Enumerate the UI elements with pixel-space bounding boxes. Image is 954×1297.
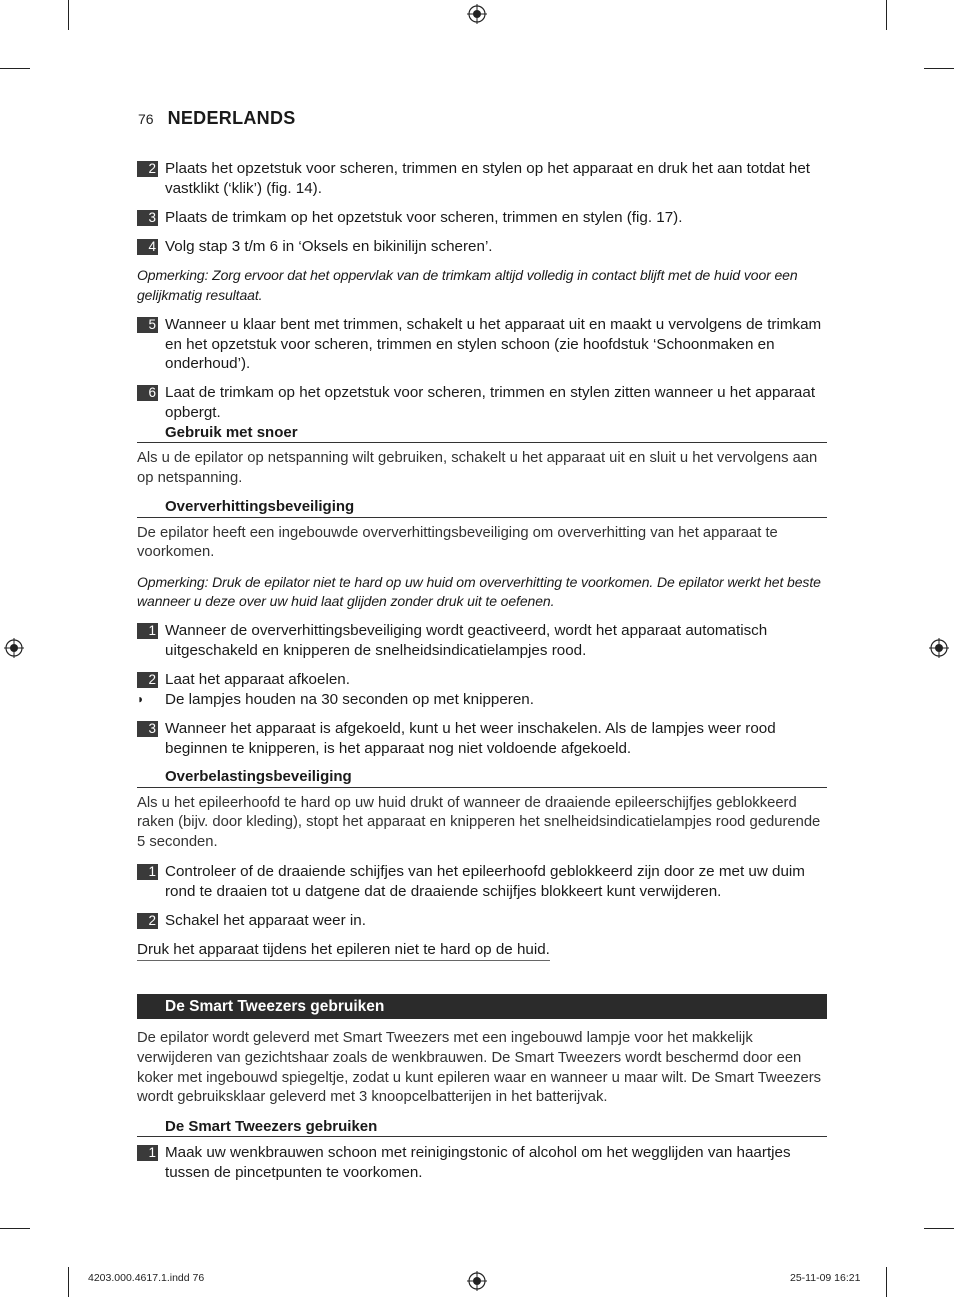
step-text: Controleer of de draaiende schijfjes van het epileerhoofd geblokkeerd zijn door ze met uw duim rond te draaien tot u datgene dat de draaiende schijfjes blokkeert kunt verwijderen.	[165, 863, 805, 900]
step-item	[137, 383, 827, 422]
step-number: 3	[137, 721, 158, 737]
crop-mark	[0, 68, 30, 69]
step-item	[137, 719, 827, 758]
body-text: De epilator wordt geleverd met Smart Tweezers met een ingebouwd lampje voor het makkelijk verwijderen van gezichtshaar zoals de wenkbrauwen. De Smart Tweezers wordt beschermd door een koker met ingebouwd spiegeltje, zodat u kunt epileren waar en wanneer u maar wilt. De Smart Tweezers wordt gebruiksklaar geleverd met 3 knoopcelbatterijen in het batterijvak.	[137, 1030, 822, 1106]
body-text: Als u het epileerhoofd te hard op uw huid drukt of wanneer de draaiende epileerschijfjes geblokkeerd raken (bijv. door kleding), stopt het apparaat en knipperen het snelheidsindicatielampjes rood gedurende 5 seconden.	[137, 794, 821, 850]
section-heading-corded: Gebruik met snoer	[137, 423, 827, 444]
step-item	[137, 237, 827, 257]
page-content	[137, 159, 827, 1192]
page-number: 76	[138, 111, 154, 127]
step-item	[137, 670, 827, 690]
step-number: 6	[137, 385, 158, 401]
section-heading-smart-tweezers: De Smart Tweezers gebruiken	[137, 1117, 827, 1138]
crop-mark	[0, 1228, 30, 1229]
crop-mark	[886, 0, 887, 30]
step-text: Laat de trimkam op het opzetstuk voor scheren, trimmen en stylen zitten wanneer u het apparaat opbergt.	[165, 384, 816, 421]
registration-mark-icon	[4, 638, 24, 658]
chapter-heading: De Smart Tweezers gebruiken	[137, 994, 827, 1019]
step-number: 1	[137, 623, 158, 639]
page-header	[138, 108, 296, 132]
step-text: Maak uw wenkbrauwen schoon met reinigingstonic of alcohol om het wegglijden van haartjes tussen de pincetpunten te voorkomen.	[165, 1144, 791, 1181]
section-heading-overheat: Oververhittingsbeveiliging	[137, 497, 827, 518]
step-number: 2	[137, 161, 158, 177]
step-text: Plaats de trimkam op het opzetstuk voor scheren, trimmen en stylen (fig. 17).	[165, 208, 683, 226]
step-item	[137, 621, 827, 660]
step-text: Volg stap 3 t/m 6 in ‘Oksels en bikinilijn scheren’.	[165, 237, 493, 255]
step-number: 1	[137, 864, 158, 880]
registration-mark-icon	[467, 4, 487, 24]
step-number: 4	[137, 239, 158, 255]
warning-text: Druk het apparaat tijdens het epileren niet te hard op de huid.	[137, 940, 550, 961]
step-text: Schakel het apparaat weer in.	[165, 911, 366, 929]
step-item	[137, 911, 827, 931]
note-text: Opmerking: Druk de epilator niet te hard op uw huid om oververhitting te voorkomen. De epilator werkt het beste wanneer u deze over uw huid laat glijden zonder druk uit te oefenen.	[137, 573, 821, 610]
body-text: De epilator heeft een ingebouwde oververhittingsbeveiliging om oververhitting van het apparaat te voorkomen.	[137, 524, 778, 561]
crop-mark	[886, 1267, 887, 1297]
step-text: Wanneer u klaar bent met trimmen, schakelt u het apparaat uit en maakt u vervolgens de trimkam en het opzetstuk voor scheren, trimmen en stylen schoon (zie hoofdstuk ‘Schoonmaken en onderhoud’).	[165, 315, 822, 373]
result-text: De lampjes houden na 30 seconden op met knipperen.	[165, 690, 534, 708]
crop-mark	[68, 1267, 69, 1297]
step-number: 2	[137, 913, 158, 929]
crop-mark	[924, 68, 954, 69]
section-heading-overload: Overbelastingsbeveiliging	[137, 767, 827, 788]
step-item	[137, 208, 827, 228]
bullet-arrow-icon: ◗	[137, 691, 145, 706]
step-item	[137, 315, 827, 374]
step-text: Wanneer de oververhittingsbeveiliging wordt geactiveerd, wordt het apparaat automatisch uitgeschakeld en knipperen de snelheidsindicatielampjes rood.	[165, 622, 768, 660]
step-item	[137, 862, 827, 901]
footer-date: 25-11-09 16:21	[790, 1272, 861, 1284]
result-item	[137, 690, 827, 710]
note-text: Opmerking: Zorg ervoor dat het oppervlak van de trimkam altijd volledig in contact blijft met de huid voor een gelijkmatig resultaat.	[137, 267, 798, 303]
crop-mark	[68, 0, 69, 30]
step-item	[137, 1143, 827, 1182]
step-number: 5	[137, 317, 158, 333]
registration-mark-icon	[467, 1271, 487, 1291]
body-text: Als u de epilator op netspanning wilt gebruiken, schakelt u het apparaat uit en sluit u het vervolgens aan op netspanning.	[137, 450, 818, 486]
step-number: 3	[137, 210, 158, 226]
language-title: NEDERLANDS	[167, 108, 296, 128]
footer-file-name: 4203.000.4617.1.indd 76	[88, 1272, 205, 1284]
step-text: Wanneer het apparaat is afgekoeld, kunt u het weer inschakelen. Als de lampjes weer rood beginnen te knipperen, is het apparaat nog niet voldoende afgekoeld.	[165, 720, 776, 757]
step-number: 2	[137, 672, 158, 688]
registration-mark-icon	[929, 638, 949, 658]
step-text: Laat het apparaat afkoelen.	[165, 671, 350, 689]
step-number: 1	[137, 1145, 158, 1161]
crop-mark	[924, 1228, 954, 1229]
step-item	[137, 159, 827, 198]
step-text: Plaats het opzetstuk voor scheren, trimmen en stylen op het apparaat en druk het aan totdat het vastklikt (‘klik’) (fig. 14).	[165, 160, 811, 197]
